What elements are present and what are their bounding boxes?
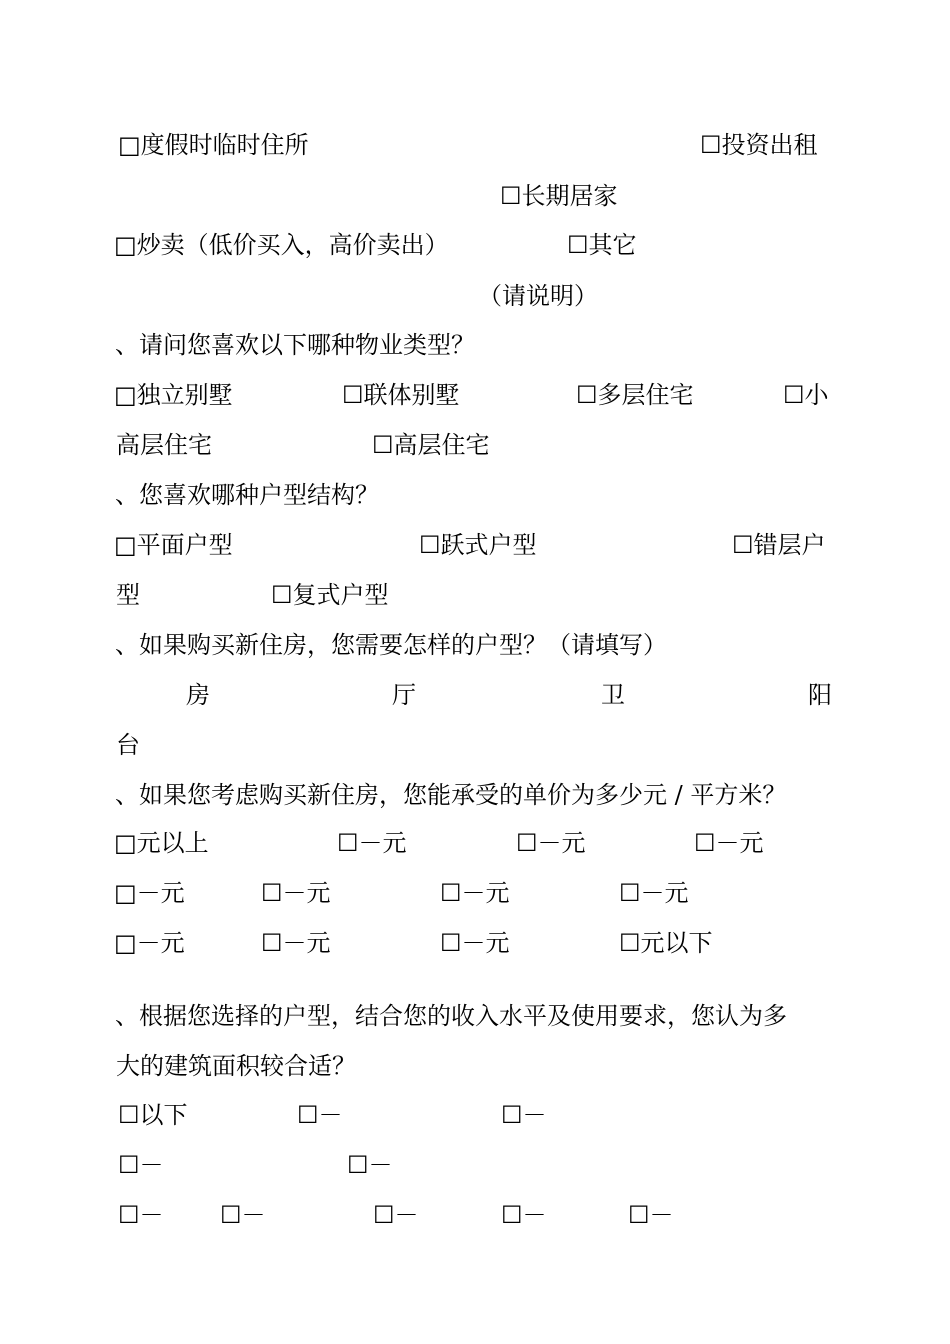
option-flat-layout[interactable]: □平面户型	[114, 531, 233, 559]
question-property-type: 、请问您喜欢以下哪种物业类型？	[115, 331, 475, 359]
option-speculation[interactable]: □炒卖（低价买入，高价卖出）	[114, 231, 449, 259]
option-price[interactable]: ☐－元	[337, 829, 407, 857]
option-other[interactable]: ☐其它	[567, 231, 637, 259]
option-area[interactable]: ☐－	[501, 1101, 547, 1129]
option-townhouse[interactable]: ☐联体别墅	[342, 381, 460, 409]
option-price[interactable]: ☐－元	[261, 929, 331, 957]
option-price[interactable]: ☐－元	[516, 829, 586, 857]
option-detached-villa[interactable]: □独立别墅	[114, 381, 233, 409]
question-floor-area: 、根据您选择的户型，结合您的收入水平及使用要求，您认为多	[115, 1002, 787, 1030]
option-multistory[interactable]: ☐多层住宅	[576, 381, 694, 409]
question-rooms: 、如果购买新住房，您需要怎样的户型？（请填写）	[115, 631, 667, 659]
label-balcony-cont: 台	[116, 731, 140, 759]
option-price[interactable]: □－元	[114, 879, 185, 907]
option-area[interactable]: ☐－	[118, 1151, 164, 1179]
option-price[interactable]: ☐－元	[440, 879, 510, 907]
option-vacation-home[interactable]: □度假时临时住所	[118, 131, 309, 159]
option-small-highrise-cont: 高层住宅	[116, 431, 212, 459]
option-area[interactable]: ☐－	[628, 1201, 674, 1229]
option-highrise[interactable]: ☐高层住宅	[372, 431, 490, 459]
label-room: 房	[186, 681, 210, 709]
option-price[interactable]: ☐－元	[694, 829, 764, 857]
option-long-term-residence[interactable]: ☐长期居家	[500, 182, 618, 210]
option-price[interactable]: ☐－元	[261, 879, 331, 907]
option-price[interactable]: □元以上	[114, 829, 209, 857]
label-hall: 厅	[392, 681, 416, 709]
option-area[interactable]: ☐－	[347, 1151, 393, 1179]
question-unit-price: 、如果您考虑购买新住房，您能承受的单价为多少元 / 平方米？	[115, 781, 787, 809]
option-area[interactable]: ☐－	[118, 1201, 164, 1229]
question-floor-area-cont: 大的建筑面积较合适？	[116, 1052, 356, 1080]
option-area[interactable]: ☐－	[220, 1201, 266, 1229]
option-area[interactable]: ☐以下	[118, 1101, 188, 1129]
option-area[interactable]: ☐－	[501, 1201, 547, 1229]
option-price[interactable]: ☐元以下	[619, 929, 713, 957]
other-note: （请说明）	[478, 282, 598, 310]
option-price[interactable]: ☐－元	[440, 929, 510, 957]
question-layout: 、您喜欢哪种户型结构？	[115, 481, 379, 509]
label-bath: 卫	[601, 681, 625, 709]
option-area[interactable]: ☐－	[373, 1201, 419, 1229]
label-balcony: 阳	[808, 681, 832, 709]
option-duplex[interactable]: ☐复式户型	[271, 581, 389, 609]
option-area[interactable]: ☐－	[297, 1101, 343, 1129]
option-jump-layout[interactable]: ☐跃式户型	[419, 531, 537, 559]
option-investment-rental[interactable]: ☐投资出租	[700, 131, 818, 159]
option-price[interactable]: ☐－元	[619, 879, 689, 907]
option-split-level-cont: 型	[116, 581, 140, 609]
option-price[interactable]: □－元	[114, 929, 185, 957]
option-split-level[interactable]: ☐错层户	[732, 531, 826, 559]
option-small-highrise[interactable]: ☐小	[783, 381, 829, 409]
